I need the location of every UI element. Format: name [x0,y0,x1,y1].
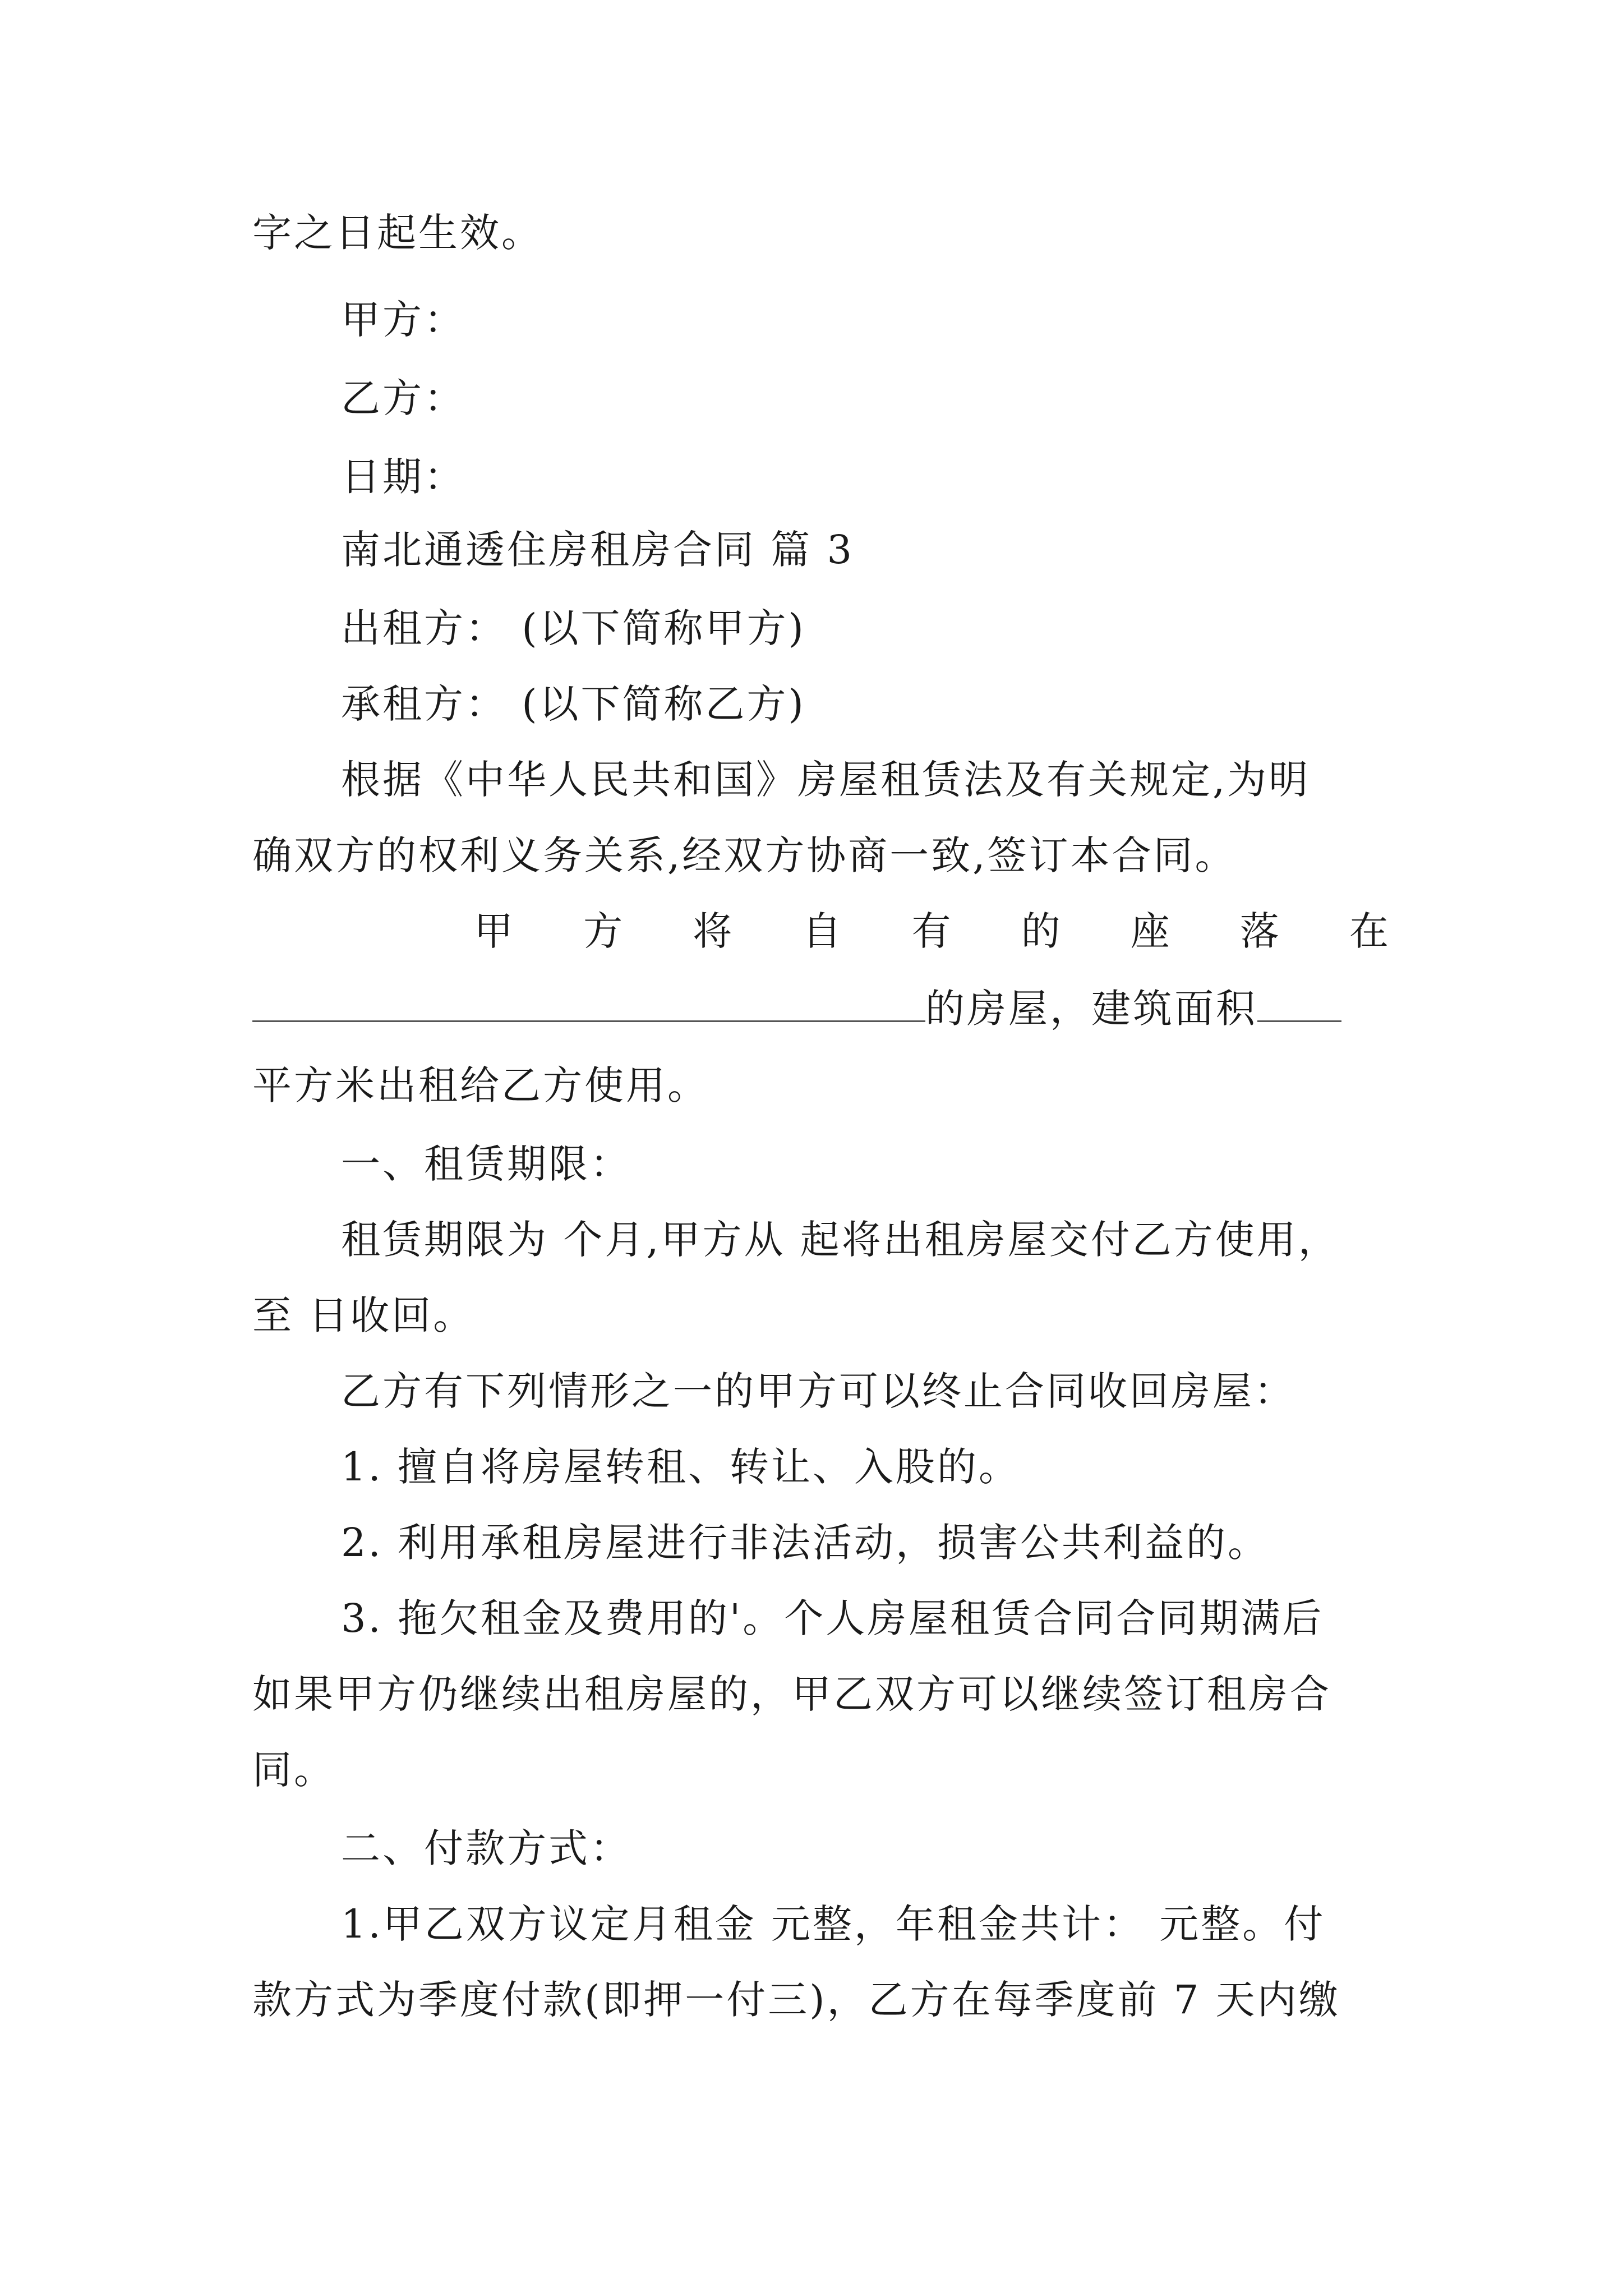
list-item: 2. 利用承租房屋进行非法活动，损害公共利益的。 [341,1520,1270,1566]
address-text: 的房屋，建筑面积 [925,986,1257,1032]
spaced-char: 座 [1130,908,1172,954]
address-blank [252,981,925,1022]
spaced-char: 自 [802,908,844,954]
spaced-char: 落 [1239,908,1281,954]
party-a-label: 甲方： [341,297,465,343]
text-line: 平方米出租给乙方使用。 [252,1062,709,1108]
party-b-label: 乙方： [341,375,465,421]
text-line: 乙方有下列情形之一的甲方可以终止合同收回房屋： [341,1368,1295,1414]
date-label: 日期： [341,454,465,500]
lessor-line: 出租方： (以下简称甲方) [341,605,806,651]
area-blank [1257,981,1341,1022]
address-line [252,981,1391,1037]
clause-heading: 一、租赁期限： [341,1141,631,1187]
text-line: 同。 [252,1747,335,1793]
text-line: 1.甲乙双方议定月租金 元整，年租金共计： 元整。付 [341,1901,1326,1947]
spaced-char: 甲 [474,908,515,954]
text-line: 字之日起生效。 [252,210,543,256]
spaced-text-line [474,903,1391,959]
lessee-line: 承租方： (以下简称乙方) [341,681,806,727]
text-line: 至 日收回。 [252,1292,475,1338]
text-line: 租赁期限为 个月,甲方从 起将出租房屋交付乙方使用， [341,1217,1340,1263]
section-heading: 南北通透住房租房合同 篇 3 [341,527,855,573]
text-line: 款方式为季度付款(即押一付三)，乙方在每季度前 7 天内缴 [252,1977,1340,2023]
spaced-char: 方 [583,908,625,954]
spaced-char: 在 [1349,908,1391,954]
text-line: 根据《中华人民共和国》房屋租赁法及有关规定,为明 [341,757,1311,803]
text-line: 确双方的权利义务关系,经双方协商一致,签订本合同。 [252,832,1237,878]
spaced-char: 将 [693,908,735,954]
spaced-char: 有 [911,908,953,954]
clause-heading: 二、付款方式： [341,1825,631,1871]
spaced-char: 的 [1021,908,1063,954]
text-line: 如果甲方仍继续出租房屋的，甲乙双方可以继续签订租房合 [252,1671,1331,1717]
list-item: 3. 拖欠租金及费用的'。个人房屋租赁合同合同期满后 [341,1595,1324,1641]
list-item: 1. 擅自将房屋转租、转让、入股的。 [341,1444,1021,1490]
